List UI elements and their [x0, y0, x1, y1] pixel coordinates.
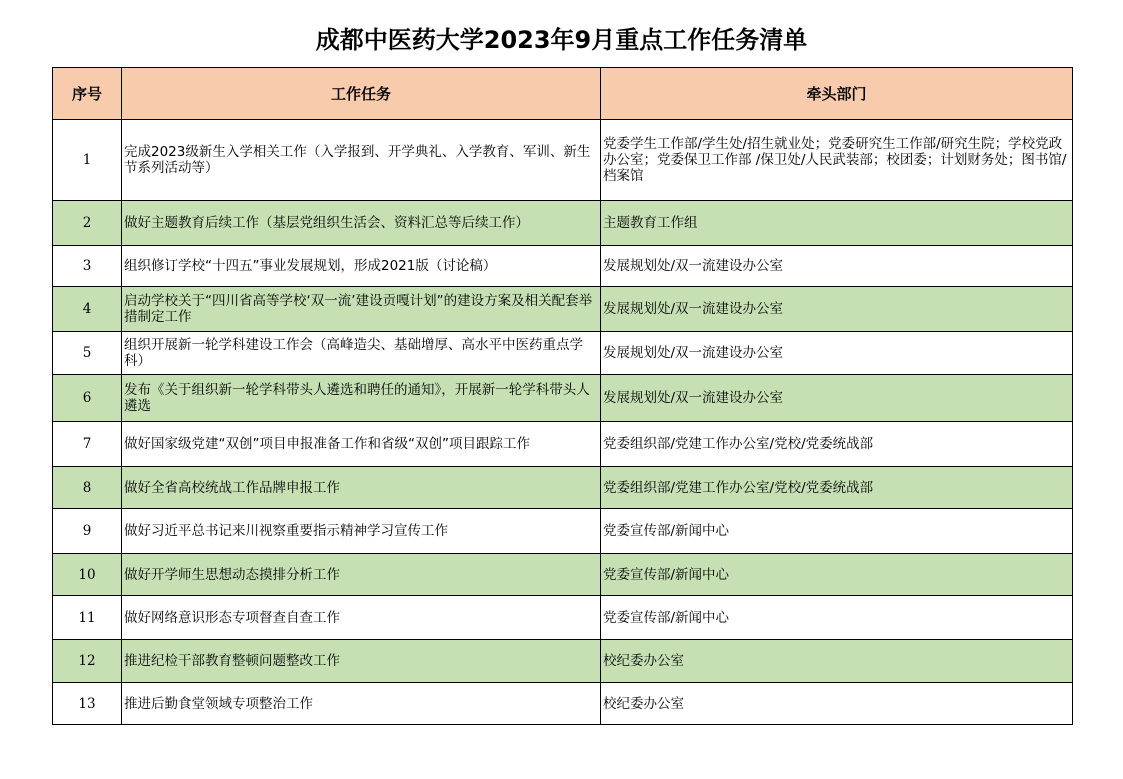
table-row	[53, 596, 1073, 640]
table-header-row	[53, 68, 1073, 120]
row-num: 2	[53, 201, 122, 246]
table-row	[53, 332, 1073, 375]
row-task: 完成2023级新生入学相关工作（入学报到、开学典礼、入学教育、军训、新生节系列活动等）	[122, 120, 601, 201]
row-dept: 党委宣传部/新闻中心	[601, 554, 1073, 596]
table-row	[53, 422, 1073, 467]
row-task: 组织修订学校“十四五”事业发展规划，形成2021版（讨论稿）	[122, 246, 601, 287]
table-row	[53, 640, 1073, 683]
row-num: 7	[53, 422, 122, 467]
col-header-dept: 牵头部门	[601, 68, 1073, 120]
row-dept: 发展规划处/双一流建设办公室	[601, 246, 1073, 287]
row-dept: 主题教育工作组	[601, 201, 1073, 246]
row-task: 发布《关于组织新一轮学科带头人遴选和聘任的通知》，开展新一轮学科带头人遴选	[122, 375, 601, 422]
row-num: 4	[53, 287, 122, 332]
row-task: 做好开学师生思想动态摸排分析工作	[122, 554, 601, 596]
row-task: 启动学校关于“四川省高等学校‘双一流’建设贡嘎计划”的建设方案及相关配套举措制定工作	[122, 287, 601, 332]
row-task: 做好全省高校统战工作品牌申报工作	[122, 467, 601, 509]
row-task: 推进纪检干部教育整顿问题整改工作	[122, 640, 601, 683]
table-row	[53, 509, 1073, 554]
page-title: 成都中医药大学2023年9月重点工作任务清单	[315, 26, 808, 54]
table-row	[53, 120, 1073, 201]
row-dept: 党委组织部/党建工作办公室/党校/党委统战部	[601, 467, 1073, 509]
row-num: 9	[53, 509, 122, 554]
row-num: 3	[53, 246, 122, 287]
row-num: 11	[53, 596, 122, 640]
table-row	[53, 287, 1073, 332]
row-dept: 校纪委办公室	[601, 640, 1073, 683]
row-dept: 发展规划处/双一流建设办公室	[601, 332, 1073, 375]
row-task: 做好网络意识形态专项督查自查工作	[122, 596, 601, 640]
table-row	[53, 683, 1073, 725]
row-task: 组织开展新一轮学科建设工作会（高峰造尖、基础增厚、高水平中医药重点学科）	[122, 332, 601, 375]
row-num: 13	[53, 683, 122, 725]
row-num: 5	[53, 332, 122, 375]
row-num: 8	[53, 467, 122, 509]
row-dept: 发展规划处/双一流建设办公室	[601, 287, 1073, 332]
row-num: 6	[53, 375, 122, 422]
row-num: 10	[53, 554, 122, 596]
row-num: 12	[53, 640, 122, 683]
table-row	[53, 467, 1073, 509]
col-header-task: 工作任务	[122, 68, 601, 120]
table-row	[53, 554, 1073, 596]
table-row	[53, 246, 1073, 287]
row-task: 做好习近平总书记来川视察重要指示精神学习宣传工作	[122, 509, 601, 554]
row-task: 做好主题教育后续工作（基层党组织生活会、资料汇总等后续工作）	[122, 201, 601, 246]
table-row	[53, 375, 1073, 422]
row-dept: 发展规划处/双一流建设办公室	[601, 375, 1073, 422]
task-table	[52, 67, 1073, 725]
row-num: 1	[53, 120, 122, 201]
row-dept: 党委组织部/党建工作办公室/党校/党委统战部	[601, 422, 1073, 467]
col-header-num: 序号	[53, 68, 122, 120]
row-task: 推进后勤食堂领域专项整治工作	[122, 683, 601, 725]
table-row	[53, 201, 1073, 246]
row-dept: 党委学生工作部/学生处/招生就业处；党委研究生工作部/研究生院；学校党政办公室；党委保卫工作部 /保卫处/人民武装部；校团委；计划财务处；图书馆/档案馆	[601, 120, 1073, 201]
row-dept: 党委宣传部/新闻中心	[601, 509, 1073, 554]
row-task: 做好国家级党建“双创”项目申报准备工作和省级“双创”项目跟踪工作	[122, 422, 601, 467]
row-dept: 党委宣传部/新闻中心	[601, 596, 1073, 640]
row-dept: 校纪委办公室	[601, 683, 1073, 725]
